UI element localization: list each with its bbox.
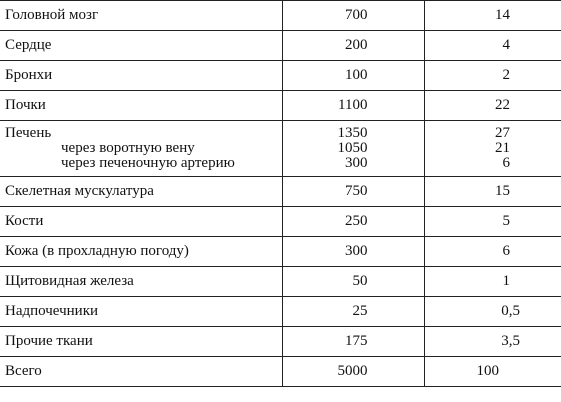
flow-ml: 25 xyxy=(282,297,424,327)
table-row xyxy=(0,327,561,357)
organ-name: Кости xyxy=(0,207,282,237)
flow-ml: 50 xyxy=(282,267,424,297)
flow-ml: 250 xyxy=(282,207,424,237)
flow-percent: 21 xyxy=(495,140,510,156)
flow-percent: 5 xyxy=(424,207,561,237)
organ-name: Скелетная мускулатура xyxy=(0,177,282,207)
flow-percent: 27 xyxy=(495,125,510,141)
flow-percent-group xyxy=(424,121,561,177)
flow-percent: 2 xyxy=(424,61,561,91)
flow-percent: 1 xyxy=(424,267,561,297)
organ-name-group xyxy=(0,121,282,177)
flow-ml: 300 xyxy=(345,155,368,171)
flow-ml: 1350 xyxy=(337,125,368,141)
flow-percent: 6 xyxy=(424,237,561,267)
table-row xyxy=(0,237,561,267)
flow-ml-group xyxy=(282,121,424,177)
flow-percent: 14 xyxy=(424,1,561,31)
organ-name: Головной мозг xyxy=(0,1,282,31)
table-row xyxy=(0,297,561,327)
flow-percent: 0,5 xyxy=(424,297,561,327)
organ-name: Сердце xyxy=(0,31,282,61)
flow-ml: 1050 xyxy=(337,140,368,156)
flow-percent: 4 xyxy=(424,31,561,61)
flow-ml: 175 xyxy=(282,327,424,357)
organ-name: Почки xyxy=(0,91,282,121)
flow-ml: 200 xyxy=(282,31,424,61)
table-row xyxy=(0,267,561,297)
total-percent: 100 xyxy=(424,357,561,387)
table-row xyxy=(0,91,561,121)
table-row-liver xyxy=(0,121,561,177)
table-row xyxy=(0,177,561,207)
flow-ml: 1100 xyxy=(282,91,424,121)
table-row xyxy=(0,207,561,237)
flow-ml: 700 xyxy=(282,1,424,31)
organ-name: Бронхи xyxy=(0,61,282,91)
flow-percent: 6 xyxy=(502,155,510,171)
table-row xyxy=(0,61,561,91)
organ-name: Щитовидная железа xyxy=(0,267,282,297)
organ-name: Надпочечники xyxy=(0,297,282,327)
total-ml: 5000 xyxy=(282,357,424,387)
organ-name: Кожа (в прохладную погоду) xyxy=(0,237,282,267)
sub-organ-name: через печеночную артерию xyxy=(61,155,235,171)
flow-percent: 3,5 xyxy=(424,327,561,357)
flow-ml: 750 xyxy=(282,177,424,207)
organ-name: Печень xyxy=(5,125,52,141)
organ-name: Прочие ткани xyxy=(0,327,282,357)
flow-percent: 22 xyxy=(424,91,561,121)
table-row xyxy=(0,31,561,61)
flow-ml: 100 xyxy=(282,61,424,91)
table-row xyxy=(0,1,561,31)
flow-percent: 15 xyxy=(424,177,561,207)
sub-organ-name: через воротную вену xyxy=(61,140,195,156)
flow-ml: 300 xyxy=(282,237,424,267)
table-row-total xyxy=(0,357,561,387)
total-label: Всего xyxy=(0,357,282,387)
